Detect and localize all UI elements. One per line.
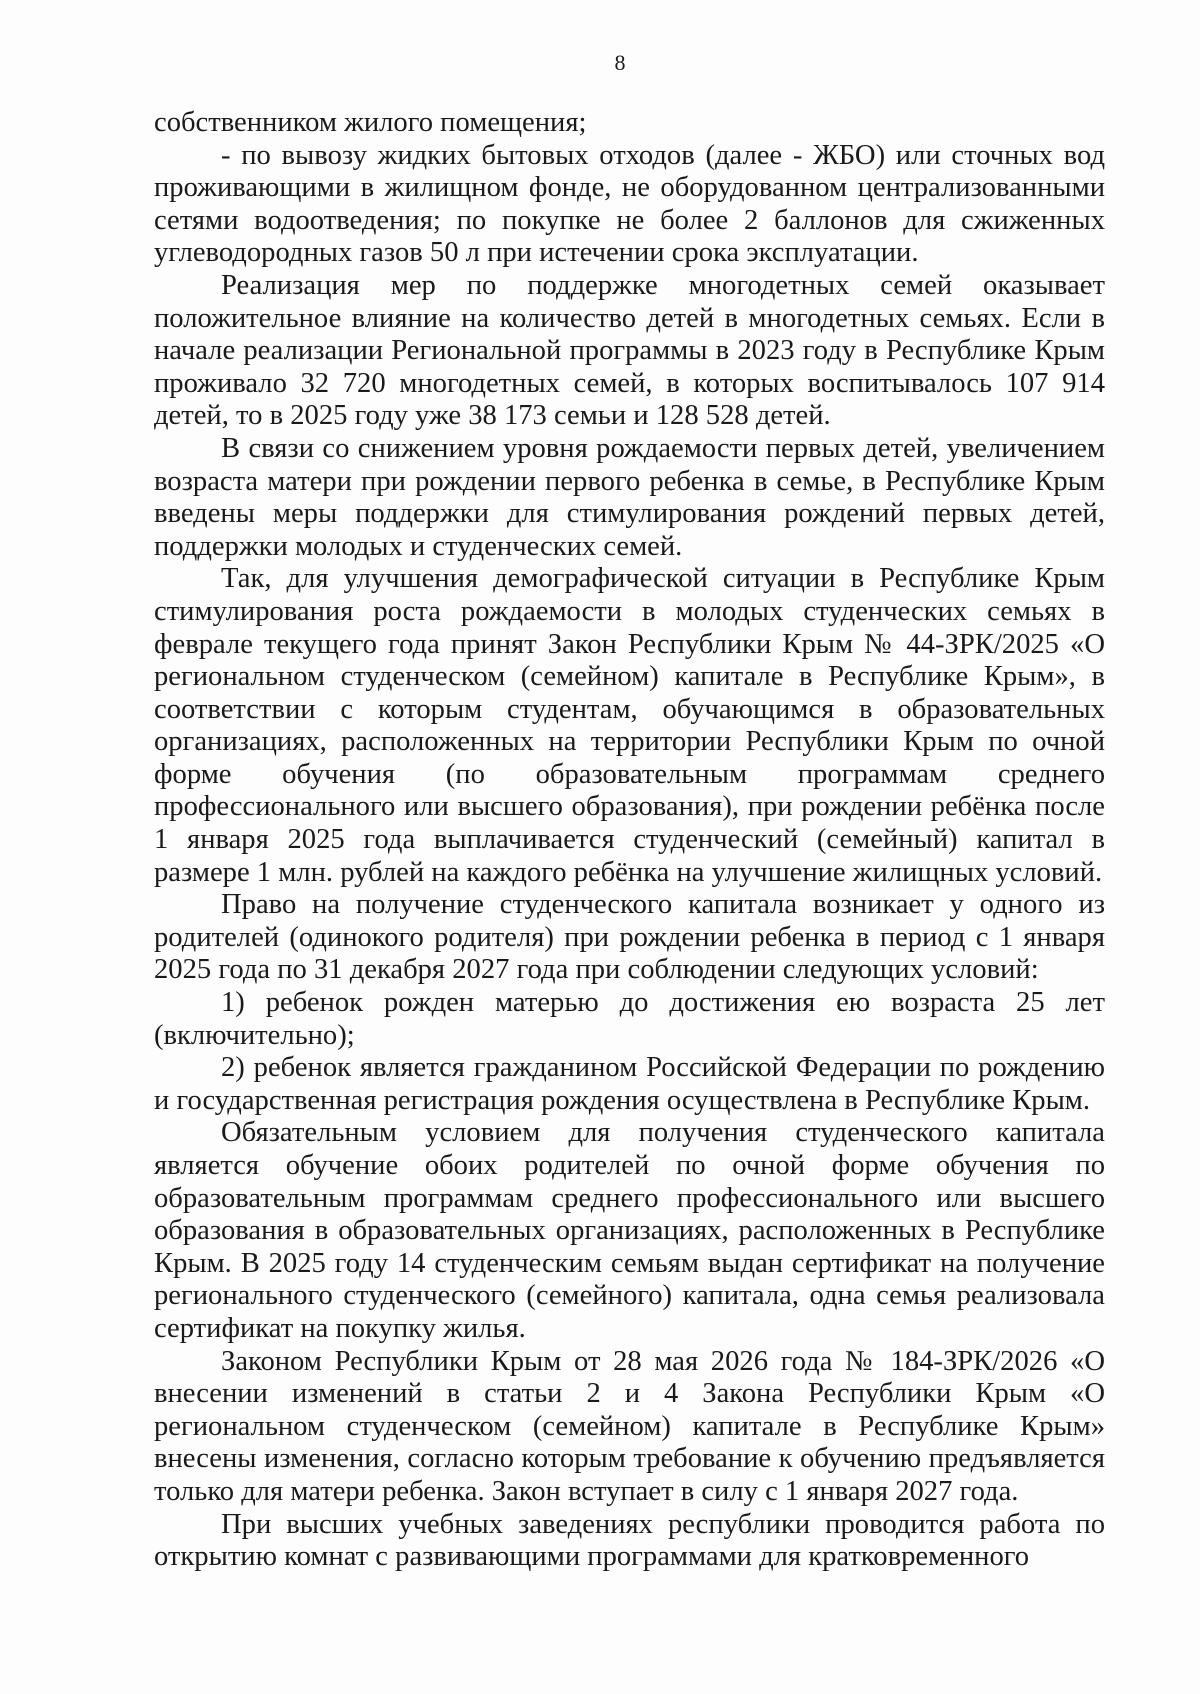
paragraph-continuation: собственником жилого помещения; xyxy=(154,107,587,138)
page-number: 8 xyxy=(614,50,626,75)
paragraph-eligibility: Право на получение студенческого капитала возникает у одного из родителей (одинокого родителя) при рождении ребенка в период с 1 января 2025 года по 31 декабря 2027 года при соблюдении следующих условий: xyxy=(154,889,1105,986)
paragraph-mandatory-condition: Обязательным условием для получения студенческого капитала является обучение обоих родителей по очной форме обучения по образовательным программам среднего профессионального или высшего образования в образовательных организациях, расположенных в Республике Крым. В 2025 году 14 студенческим семьям выдан сертификат на получение регионального студенческого (семейного) капитала, одна семья реализовала сертификат на покупку жилья. xyxy=(154,1117,1105,1344)
paragraph-condition-1: 1) ребенок рожден матерью до достижения ею возраста 25 лет (включительно); xyxy=(154,987,1105,1051)
paragraph-birth-rate: В связи со снижением уровня рождаемости первых детей, увеличением возраста матери при рождении первого ребенка в семье, в Республике Крым введены меры поддержки для стимулирования рождений первых детей, поддержки молодых и студенческих семей. xyxy=(154,432,1105,562)
paragraph-large-families: Реализация мер по поддержке многодетных семей оказывает положительное влияние на количество детей в многодетных семьях. Если в начале реализации Региональной программы в 2023 году в Республике Крым проживало 32 720 многодетных семей, в которых воспитывалось 107 914 детей, то в 2025 году уже 38 173 семьи и 128 528 детей. xyxy=(154,269,1105,432)
paragraph-universities: При высших учебных заведениях республики проводится работа по открытию комнат с развивающими программами для кратковременного xyxy=(154,1508,1105,1573)
paragraph-condition-2: 2) ребенок является гражданином Российской Федерации по рождению и государственная регистрация рождения осуществлена в Республике Крым. xyxy=(154,1052,1105,1116)
paragraph-waste-removal: - по вывозу жидких бытовых отходов (далее - ЖБО) или сточных вод проживающими в жилищном фонде, не оборудованном централизованными сетями водоотведения; по покупке не более 2 баллонов для сжиженных углеводородных газов 50 л при истечении срока эксплуатации. xyxy=(154,139,1105,269)
paragraph-student-capital-law: Так, для улучшения демографической ситуации в Республике Крым стимулирования роста рождаемости в молодых студенческих семьях в феврале текущего года принят Закон Республики Крым № 44-ЗРК/2025 «О региональном студенческом (семейном) капитале в Республике Крым», в соответствии с которым студентам, обучающимся в образовательных организациях, расположенных на территории Республики Крым по очной форме обучения (по образовательным программам среднего профессионального или высшего образования), при рождении ребёнка после 1 января 2025 года выплачивается студенческий (семейный) капитал в размере 1 млн. рублей на каждого ребёнка на улучшение жилищных условий. xyxy=(154,563,1105,888)
document-body xyxy=(154,107,1105,1574)
paragraph-law-amendment: Законом Республики Крым от 28 мая 2026 года № 184-ЗРК/2026 «О внесении изменений в статьи 2 и 4 Закона Республики Крым «О региональном студенческом (семейном) капитале в Республике Крым» внесены изменения, согласно которым требование к обучению предъявляется только для матери ребенка. Закон вступает в силу с 1 января 2027 года. xyxy=(154,1345,1105,1507)
